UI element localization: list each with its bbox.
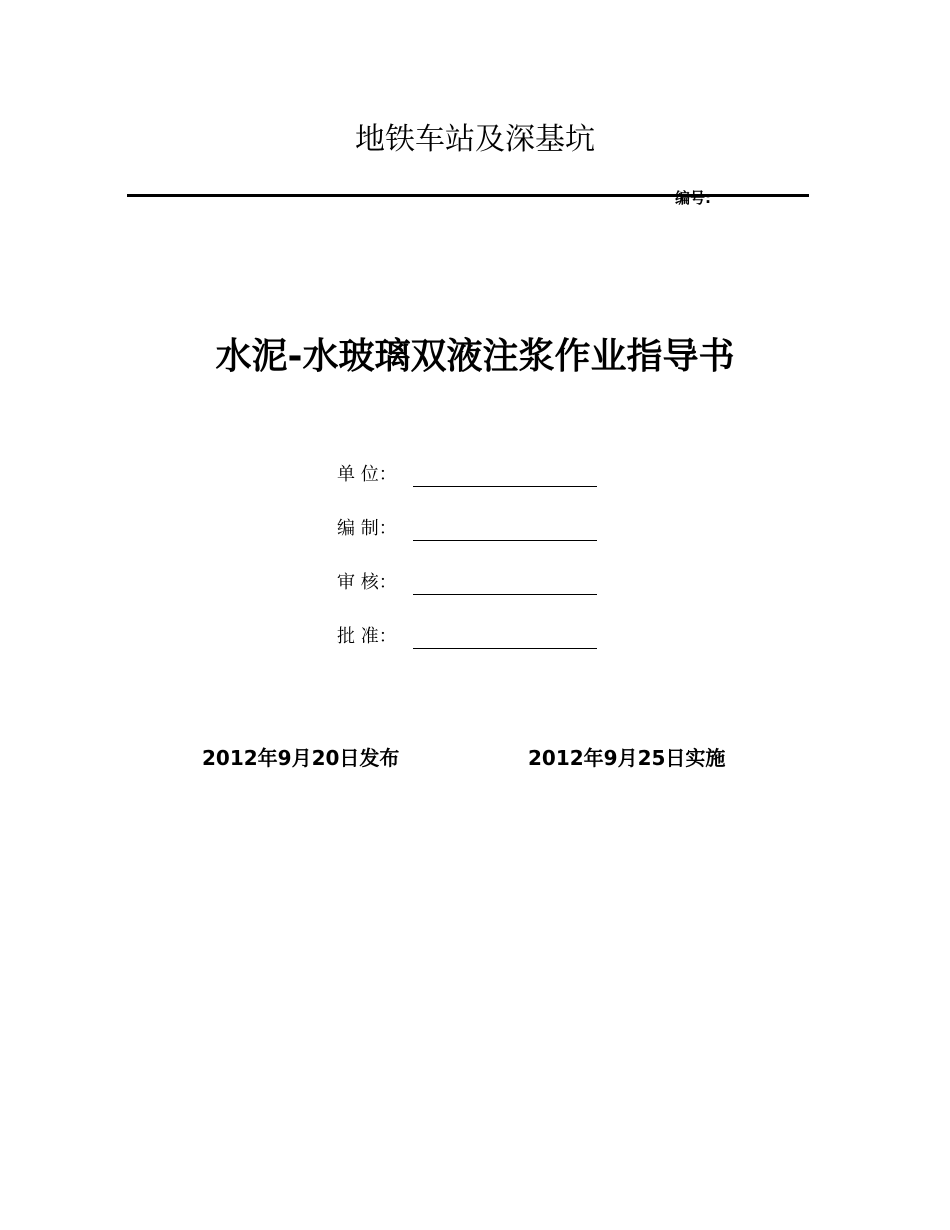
effective-date: 2012年9月25日实施 — [528, 746, 726, 770]
document-title: 水泥-水玻璃双液注浆作业指导书 — [215, 336, 735, 377]
signoff-row-unit — [337, 462, 617, 516]
issue-date: 2012年9月20日发布 — [202, 746, 400, 770]
header-title: 地铁车站及深基坑 — [355, 122, 595, 157]
signoff-row-author — [337, 516, 617, 570]
signoff-field-reviewer[interactable] — [413, 570, 597, 595]
signoff-field-approver[interactable] — [413, 624, 597, 649]
signoff-field-unit[interactable] — [413, 462, 597, 487]
signoff-row-approver — [337, 624, 617, 678]
dates-row — [0, 742, 950, 772]
signoff-label-unit: 单 位： — [337, 464, 397, 485]
signoff-label-reviewer: 审 核： — [337, 572, 397, 593]
signoff-block — [337, 462, 617, 678]
signoff-row-reviewer — [337, 570, 617, 624]
doc-number-label: 编号: — [675, 189, 711, 207]
signoff-field-author[interactable] — [413, 516, 597, 541]
signoff-label-approver: 批 准： — [337, 626, 397, 647]
signoff-label-author: 编 制： — [337, 518, 397, 539]
